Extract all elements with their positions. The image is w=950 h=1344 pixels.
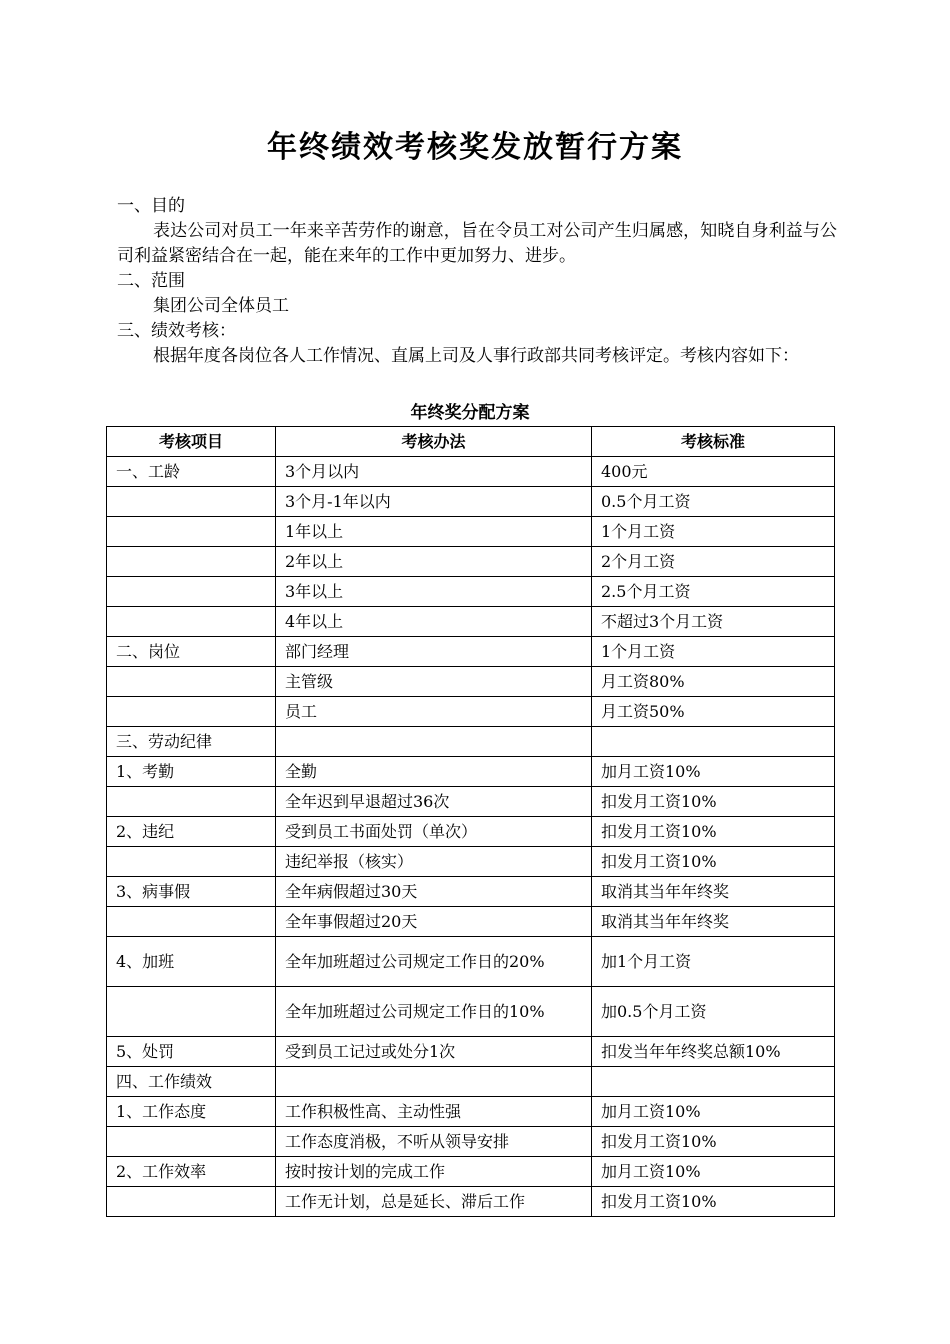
table-row xyxy=(107,937,835,987)
cell-item: 2、工作效率 xyxy=(107,1157,276,1187)
cell-method: 按时按计划的完成工作 xyxy=(276,1157,592,1187)
table-row xyxy=(107,727,835,757)
section-heading-assessment: 三、绩效考核： xyxy=(117,321,236,341)
cell-item xyxy=(107,907,276,937)
cell-item: 四、工作绩效 xyxy=(107,1067,276,1097)
table-row xyxy=(107,1037,835,1067)
cell-standard: 1个月工资 xyxy=(592,637,835,667)
cell-method: 3个月-1年以内 xyxy=(276,487,592,517)
assessment-paragraph: 根据年度各岗位各人工作情况、直属上司及人事行政部共同考核评定。考核内容如下： xyxy=(153,346,799,366)
table-row xyxy=(107,817,835,847)
cell-method: 全勤 xyxy=(276,757,592,787)
scope-paragraph: 集团公司全体员工 xyxy=(153,296,289,316)
cell-standard: 扣发月工资10% xyxy=(592,817,835,847)
cell-method: 全年加班超过公司规定工作日的20% xyxy=(276,937,592,987)
award-distribution-table xyxy=(106,426,835,1217)
table-row xyxy=(107,1127,835,1157)
cell-method: 3年以上 xyxy=(276,577,592,607)
cell-method xyxy=(276,727,592,757)
table-row xyxy=(107,577,835,607)
cell-standard: 月工资50% xyxy=(592,697,835,727)
cell-item xyxy=(107,667,276,697)
header-item: 考核项目 xyxy=(107,427,276,457)
document-title: 年终绩效考核奖发放暂行方案 xyxy=(267,130,683,165)
cell-method: 1年以上 xyxy=(276,517,592,547)
cell-item xyxy=(107,1127,276,1157)
cell-item xyxy=(107,517,276,547)
cell-item xyxy=(107,1187,276,1217)
cell-standard: 0.5个月工资 xyxy=(592,487,835,517)
cell-method: 受到员工记过或处分1次 xyxy=(276,1037,592,1067)
table-row xyxy=(107,697,835,727)
cell-standard: 加1个月工资 xyxy=(592,937,835,987)
cell-standard: 2个月工资 xyxy=(592,547,835,577)
section-heading-scope: 二、范围 xyxy=(117,271,185,291)
cell-standard: 取消其当年年终奖 xyxy=(592,907,835,937)
table-row xyxy=(107,1187,835,1217)
document-body xyxy=(117,194,837,369)
cell-standard: 加0.5个月工资 xyxy=(592,987,835,1037)
cell-item xyxy=(107,987,276,1037)
cell-item: 2、违纪 xyxy=(107,817,276,847)
cell-method: 2年以上 xyxy=(276,547,592,577)
purpose-paragraph: 表达公司对员工一年来辛苦劳作的谢意，旨在令员工对公司产生归属感，知晓自身利益与公司利益紧密结合在一起，能在来年的工作中更加努力、进步。 xyxy=(117,221,837,266)
table-row xyxy=(107,847,835,877)
cell-method: 全年病假超过30天 xyxy=(276,877,592,907)
cell-standard: 400元 xyxy=(592,457,835,487)
cell-method: 工作积极性高、主动性强 xyxy=(276,1097,592,1127)
cell-method xyxy=(276,1067,592,1097)
table-row xyxy=(107,1157,835,1187)
cell-standard: 加月工资10% xyxy=(592,1097,835,1127)
cell-standard: 月工资80% xyxy=(592,667,835,697)
cell-item xyxy=(107,487,276,517)
table-row xyxy=(107,487,835,517)
table-row xyxy=(107,637,835,667)
cell-standard: 加月工资10% xyxy=(592,757,835,787)
cell-standard: 加月工资10% xyxy=(592,1157,835,1187)
table-header-row xyxy=(107,427,835,457)
header-standard: 考核标准 xyxy=(592,427,835,457)
table-row xyxy=(107,517,835,547)
table-row xyxy=(107,457,835,487)
cell-method: 违纪举报（核实） xyxy=(276,847,592,877)
table-row xyxy=(107,1067,835,1097)
cell-standard: 取消其当年年终奖 xyxy=(592,877,835,907)
cell-item: 3、病事假 xyxy=(107,877,276,907)
cell-item: 二、岗位 xyxy=(107,637,276,667)
cell-method: 全年事假超过20天 xyxy=(276,907,592,937)
cell-method: 3个月以内 xyxy=(276,457,592,487)
table-row xyxy=(107,987,835,1037)
table-row xyxy=(107,787,835,817)
cell-method: 全年迟到早退超过36次 xyxy=(276,787,592,817)
table-row xyxy=(107,757,835,787)
cell-standard: 扣发月工资10% xyxy=(592,1187,835,1217)
table-row xyxy=(107,877,835,907)
cell-method: 工作态度消极，不听从领导安排 xyxy=(276,1127,592,1157)
cell-method: 全年加班超过公司规定工作日的10% xyxy=(276,987,592,1037)
cell-standard: 1个月工资 xyxy=(592,517,835,547)
section-heading-purpose: 一、目的 xyxy=(117,196,185,216)
table-caption: 年终奖分配方案 xyxy=(410,403,530,423)
cell-item: 5、处罚 xyxy=(107,1037,276,1067)
cell-item: 一、工龄 xyxy=(107,457,276,487)
header-method: 考核办法 xyxy=(276,427,592,457)
cell-standard: 2.5个月工资 xyxy=(592,577,835,607)
cell-standard: 扣发月工资10% xyxy=(592,1127,835,1157)
cell-item xyxy=(107,607,276,637)
cell-item: 4、加班 xyxy=(107,937,276,987)
cell-item: 1、考勤 xyxy=(107,757,276,787)
table-row xyxy=(107,907,835,937)
cell-item: 三、劳动纪律 xyxy=(107,727,276,757)
cell-standard: 扣发月工资10% xyxy=(592,847,835,877)
table-row xyxy=(107,1097,835,1127)
cell-method: 4年以上 xyxy=(276,607,592,637)
cell-method: 主管级 xyxy=(276,667,592,697)
cell-item: 1、工作态度 xyxy=(107,1097,276,1127)
table-row xyxy=(107,607,835,637)
cell-item xyxy=(107,577,276,607)
cell-standard xyxy=(592,1067,835,1097)
cell-item xyxy=(107,847,276,877)
cell-standard: 扣发月工资10% xyxy=(592,787,835,817)
cell-method: 员工 xyxy=(276,697,592,727)
cell-method: 受到员工书面处罚（单次） xyxy=(276,817,592,847)
cell-item xyxy=(107,697,276,727)
table-row xyxy=(107,547,835,577)
cell-standard: 不超过3个月工资 xyxy=(592,607,835,637)
cell-standard: 扣发当年年终奖总额10% xyxy=(592,1037,835,1067)
cell-method: 部门经理 xyxy=(276,637,592,667)
cell-method: 工作无计划，总是延长、滞后工作 xyxy=(276,1187,592,1217)
cell-standard xyxy=(592,727,835,757)
cell-item xyxy=(107,547,276,577)
cell-item xyxy=(107,787,276,817)
table-row xyxy=(107,667,835,697)
